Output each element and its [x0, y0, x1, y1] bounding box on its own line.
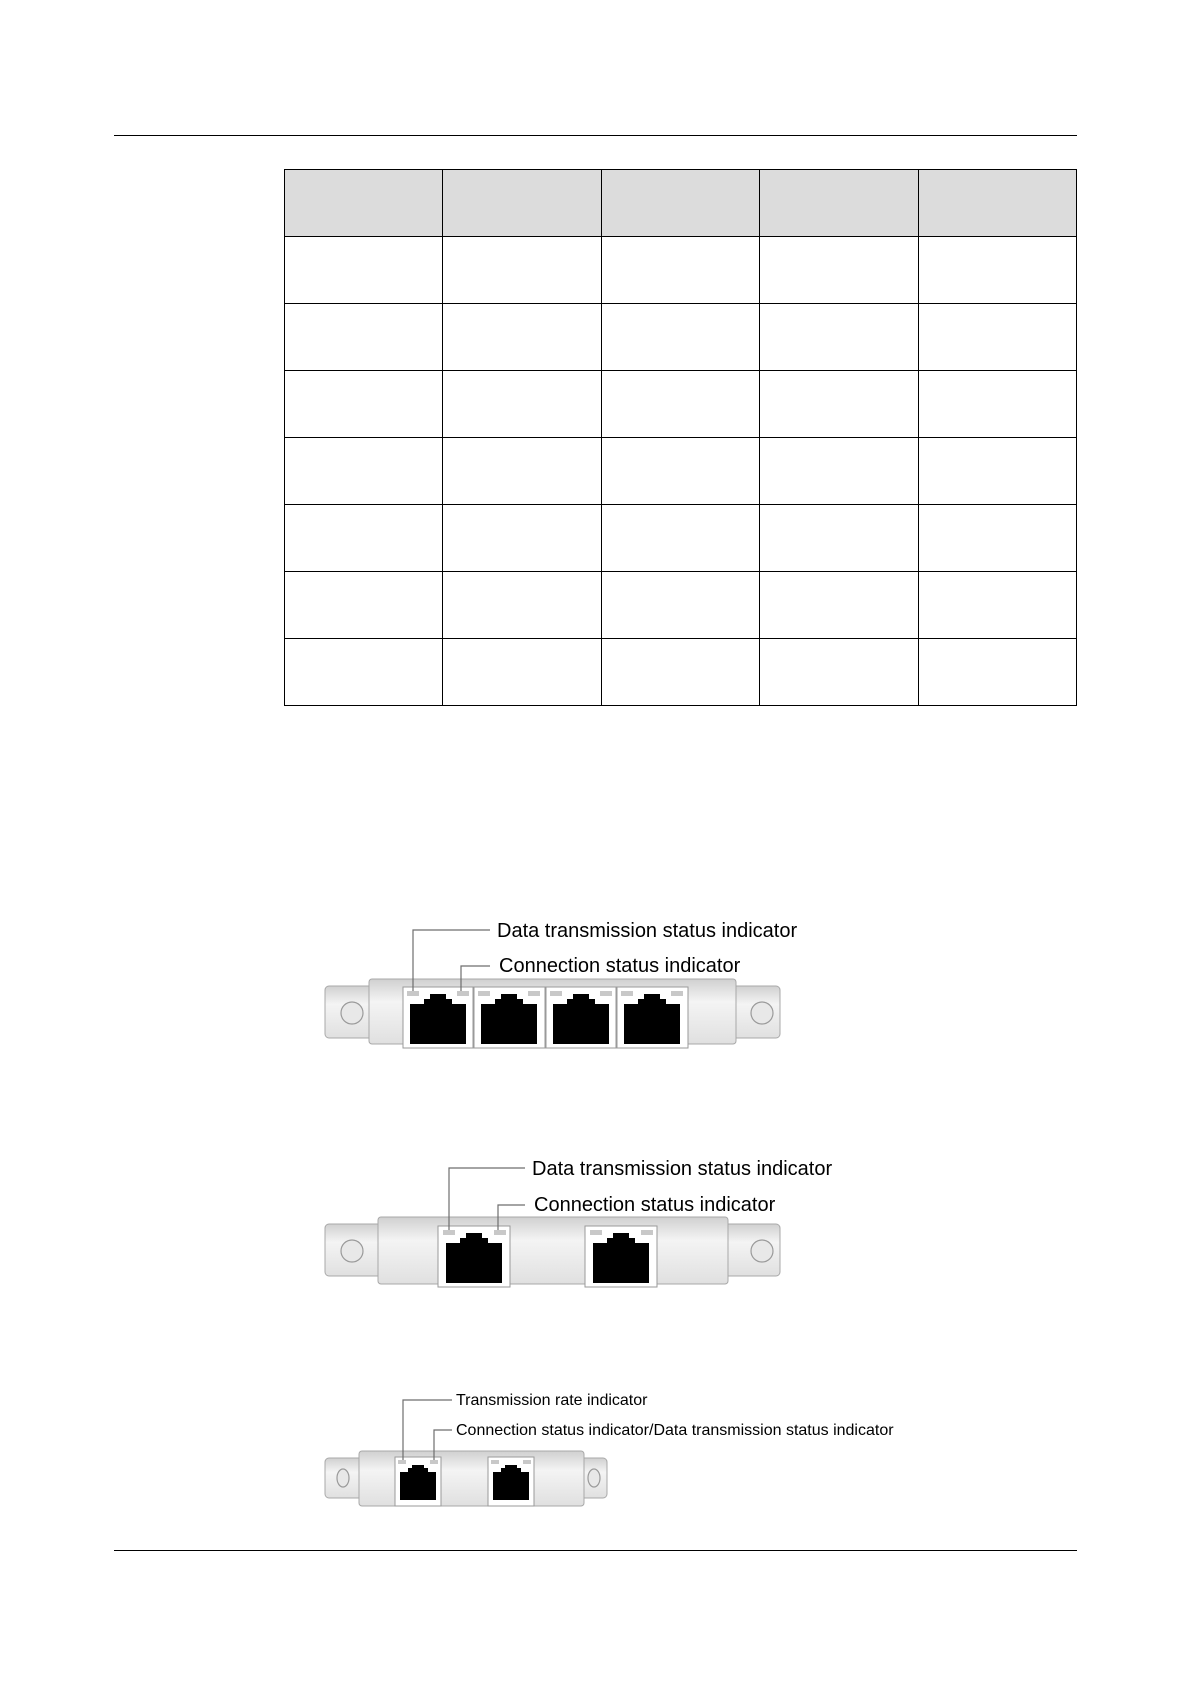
- table-cell: [285, 639, 443, 706]
- table-cell: [285, 438, 443, 505]
- led-indicator-icon: [550, 991, 562, 996]
- table-header-cell: [285, 170, 443, 237]
- screw-hole-icon: [751, 1240, 773, 1262]
- table-cell: [285, 371, 443, 438]
- led-indicator-icon: [600, 991, 612, 996]
- led-indicator-icon: [430, 1460, 438, 1464]
- table-row: [285, 371, 1077, 438]
- table-cell: [443, 371, 601, 438]
- small-two-port-panel: [325, 1392, 894, 1506]
- table-cell: [285, 237, 443, 304]
- ethernet-port-icon: [488, 1457, 534, 1506]
- led-indicator-icon: [671, 991, 683, 996]
- leader-line: [449, 1168, 525, 1230]
- four-port-panel: [325, 920, 797, 1048]
- table-row: [285, 639, 1077, 706]
- table-cell: [760, 438, 918, 505]
- table-cell: [601, 371, 759, 438]
- table-cell: [918, 639, 1076, 706]
- table-header-cell: [443, 170, 601, 237]
- table-row: [285, 237, 1077, 304]
- table-row: [285, 438, 1077, 505]
- table-header-cell: [601, 170, 759, 237]
- table-row: [285, 572, 1077, 639]
- screw-hole-icon: [341, 1240, 363, 1262]
- screw-hole-icon: [337, 1469, 349, 1487]
- table-cell: [601, 639, 759, 706]
- table-cell: [760, 237, 918, 304]
- table-cell: [285, 304, 443, 371]
- table-cell: [918, 237, 1076, 304]
- spec-table: [284, 169, 1077, 706]
- table-cell: [760, 304, 918, 371]
- table-cell: [443, 304, 601, 371]
- ethernet-port-icon: [474, 987, 545, 1048]
- ethernet-port-icon: [438, 1226, 510, 1287]
- ethernet-port-icon: [395, 1457, 441, 1506]
- led-indicator-icon: [491, 1460, 499, 1464]
- led-indicator-icon: [523, 1460, 531, 1464]
- data-transmission-label: Data transmission status indicator: [497, 920, 798, 942]
- table-header-cell: [760, 170, 918, 237]
- table-cell: [443, 505, 601, 572]
- ethernet-port-icon: [546, 987, 616, 1048]
- connection-status-label: Connection status indicator: [499, 955, 741, 977]
- combined-status-label: Connection status indicator/Data transmission status indicator: [456, 1422, 894, 1439]
- leader-line: [413, 930, 490, 991]
- led-indicator-icon: [457, 991, 469, 996]
- screw-hole-icon: [588, 1469, 600, 1487]
- transmission-rate-label: Transmission rate indicator: [456, 1392, 648, 1409]
- table-cell: [918, 371, 1076, 438]
- led-indicator-icon: [443, 1230, 455, 1235]
- led-indicator-icon: [621, 991, 633, 996]
- table-header-cell: [918, 170, 1076, 237]
- table-cell: [918, 572, 1076, 639]
- table-cell: [443, 639, 601, 706]
- footer-rule: [114, 1550, 1077, 1551]
- table-cell: [443, 572, 601, 639]
- table-cell: [760, 572, 918, 639]
- led-indicator-icon: [407, 991, 419, 996]
- led-indicator-icon: [494, 1230, 506, 1235]
- table-cell: [918, 304, 1076, 371]
- connection-status-label: Connection status indicator: [534, 1194, 776, 1216]
- leader-line: [434, 1430, 452, 1460]
- led-indicator-icon: [528, 991, 540, 996]
- table-cell: [601, 304, 759, 371]
- ethernet-port-icon: [617, 987, 688, 1048]
- table-cell: [285, 505, 443, 572]
- table-cell: [760, 639, 918, 706]
- data-transmission-label: Data transmission status indicator: [532, 1158, 833, 1180]
- led-indicator-icon: [590, 1230, 602, 1235]
- screw-hole-icon: [341, 1002, 363, 1024]
- leader-line: [461, 966, 490, 991]
- screw-hole-icon: [751, 1002, 773, 1024]
- two-port-panel: [325, 1158, 832, 1287]
- table-row: [285, 304, 1077, 371]
- header-rule: [114, 135, 1077, 136]
- table-cell: [601, 237, 759, 304]
- leader-line: [498, 1205, 525, 1230]
- table-cell: [601, 505, 759, 572]
- ethernet-port-icon: [403, 987, 473, 1048]
- table-cell: [601, 438, 759, 505]
- table-cell: [760, 505, 918, 572]
- table-row: [285, 505, 1077, 572]
- table-cell: [918, 438, 1076, 505]
- table-cell: [918, 505, 1076, 572]
- leader-line: [403, 1400, 452, 1460]
- table-cell: [285, 572, 443, 639]
- led-indicator-icon: [398, 1460, 406, 1464]
- table-cell: [443, 237, 601, 304]
- ethernet-port-icon: [585, 1226, 657, 1287]
- table-header-row: [285, 170, 1077, 237]
- led-indicator-icon: [478, 991, 490, 996]
- table-cell: [760, 371, 918, 438]
- table-cell: [443, 438, 601, 505]
- led-indicator-icon: [641, 1230, 653, 1235]
- table-cell: [601, 572, 759, 639]
